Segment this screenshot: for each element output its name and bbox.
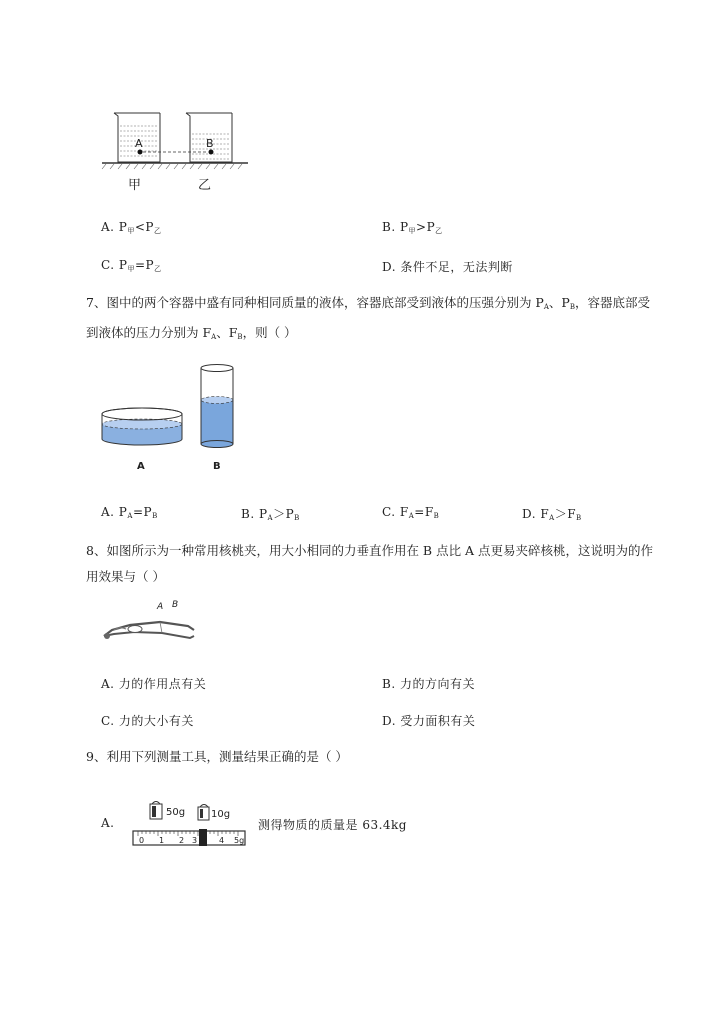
q8-question: [86, 538, 653, 590]
q7-question: [86, 290, 650, 350]
q7-option-c-mid: =F: [414, 505, 434, 519]
q6-option-b-sub: 甲: [408, 227, 417, 235]
q7-option-d-sub2: B: [576, 514, 582, 522]
scale-tick-5g: 5g: [234, 836, 245, 845]
q7-option-b-sub1: A: [267, 514, 274, 522]
nutcracker-label-b: B: [172, 600, 179, 610]
q7-line1-b: 、P: [548, 295, 570, 310]
scale-tick-0: 0: [139, 836, 145, 845]
beaker-caption-left: 甲: [128, 178, 142, 193]
q7-option-b-mid: ＞P: [273, 507, 295, 521]
q6-option-c-text: C. P: [101, 258, 128, 272]
balance-figure: [130, 798, 250, 850]
scale-tick-4: 4: [219, 836, 225, 845]
q7-option-d[interactable]: [522, 505, 582, 522]
q7-option-b[interactable]: [241, 505, 300, 522]
q8-line1: 8、如图所示为一种常用核桃夹，用大小相同的力垂直作用在 B 点比 A 点更易夹碎核桃，这说明为的作: [86, 543, 654, 558]
q7-line2-a: 到液体的压力分别为 F: [86, 325, 212, 340]
q7-line2-sub1: A: [211, 333, 217, 341]
q8-option-b[interactable]: B. 力的方向有关: [382, 677, 475, 691]
q7-option-a-sub1: A: [127, 512, 133, 520]
q7-line2: [86, 320, 650, 350]
beaker-caption-right: 乙: [198, 178, 212, 193]
q8-option-c[interactable]: C. 力的大小有关: [101, 714, 194, 728]
container-label-a: A: [137, 461, 145, 472]
container-label-b: B: [213, 461, 221, 472]
q7-option-b-text: B. P: [241, 507, 268, 521]
q7-option-c-sub2: B: [433, 512, 440, 520]
q7-option-d-text: D. F: [522, 507, 550, 521]
q7-option-a-sub2: B: [152, 512, 158, 520]
q7-option-b-sub2: B: [294, 514, 300, 522]
q7-line1-sub1: A: [543, 303, 549, 311]
q7-line2-sub2: B: [237, 333, 243, 341]
weight-10g-label: 10g: [211, 809, 231, 820]
q7-line2-b: 、F: [216, 325, 238, 340]
q6-option-b-mid: >P: [416, 220, 436, 234]
q6-option-b[interactable]: [382, 220, 443, 236]
containers-diagram: [100, 362, 240, 477]
q6-option-c[interactable]: [101, 258, 162, 274]
q7-line1-a: 7、图中的两个容器中盛有同种相同质量的液体，容器底部受到液体的压强分别为 P: [86, 295, 544, 310]
nutcracker-diagram: [100, 600, 200, 650]
q7-line1-sub2: B: [569, 303, 575, 311]
scale-tick-2: 2: [179, 836, 185, 845]
q6-option-d[interactable]: D. 条件不足，无法判断: [382, 260, 513, 274]
q7-option-c-sub1: A: [408, 512, 415, 520]
beakers-diagram: [100, 108, 250, 193]
balance-diagram: [130, 798, 250, 850]
q7-option-d-sub1: A: [549, 514, 555, 522]
q6-option-a-sub: 甲: [127, 227, 135, 235]
q7-line1: [86, 290, 650, 320]
q7-option-a-text: A. P: [101, 505, 128, 519]
q6-option-b-text: B. P: [382, 220, 409, 234]
q6-option-c-sub2: 乙: [154, 265, 162, 273]
beakers-figure: [100, 108, 250, 193]
q6-option-c-sub: 甲: [127, 265, 135, 273]
q7-line1-c: ，容器底部受: [574, 295, 650, 310]
q7-option-c-text: C. F: [382, 505, 409, 519]
q9-option-a-label[interactable]: A.: [101, 816, 115, 830]
q6-option-a-text: A. P: [101, 220, 128, 234]
q6-option-c-mid: =P: [134, 258, 155, 272]
beaker-label-a: A: [135, 137, 143, 150]
q6-option-a-mid: <P: [134, 220, 155, 234]
q9-option-a-text: 测得物质的质量是 63.4kg: [258, 818, 407, 832]
q6-option-a[interactable]: [101, 220, 162, 236]
weight-50g-label: 50g: [166, 807, 186, 818]
q7-option-a[interactable]: [101, 505, 158, 520]
q7-line2-c: ，则（ ）: [242, 325, 297, 340]
beaker-label-b: B: [206, 137, 214, 150]
q8-option-a[interactable]: A. 力的作用点有关: [101, 677, 207, 691]
q6-option-a-sub2: 乙: [154, 227, 162, 235]
nutcracker-label-a: A: [157, 602, 164, 612]
q8-option-d[interactable]: D. 受力面积有关: [382, 714, 476, 728]
q8-line2: 用效果与（ ）: [86, 569, 165, 584]
q9-question: 9、利用下列测量工具，测量结果正确的是（ ）: [86, 749, 348, 764]
scale-tick-3: 3: [192, 836, 198, 845]
q7-option-c[interactable]: [382, 505, 439, 520]
nutcracker-figure: [100, 600, 200, 650]
q7-option-a-mid: =P: [132, 505, 153, 519]
q7-option-d-mid: ＞F: [554, 507, 577, 521]
containers-figure: [100, 362, 240, 477]
scale-tick-1: 1: [159, 836, 165, 845]
q6-option-b-sub2: 乙: [435, 227, 443, 235]
